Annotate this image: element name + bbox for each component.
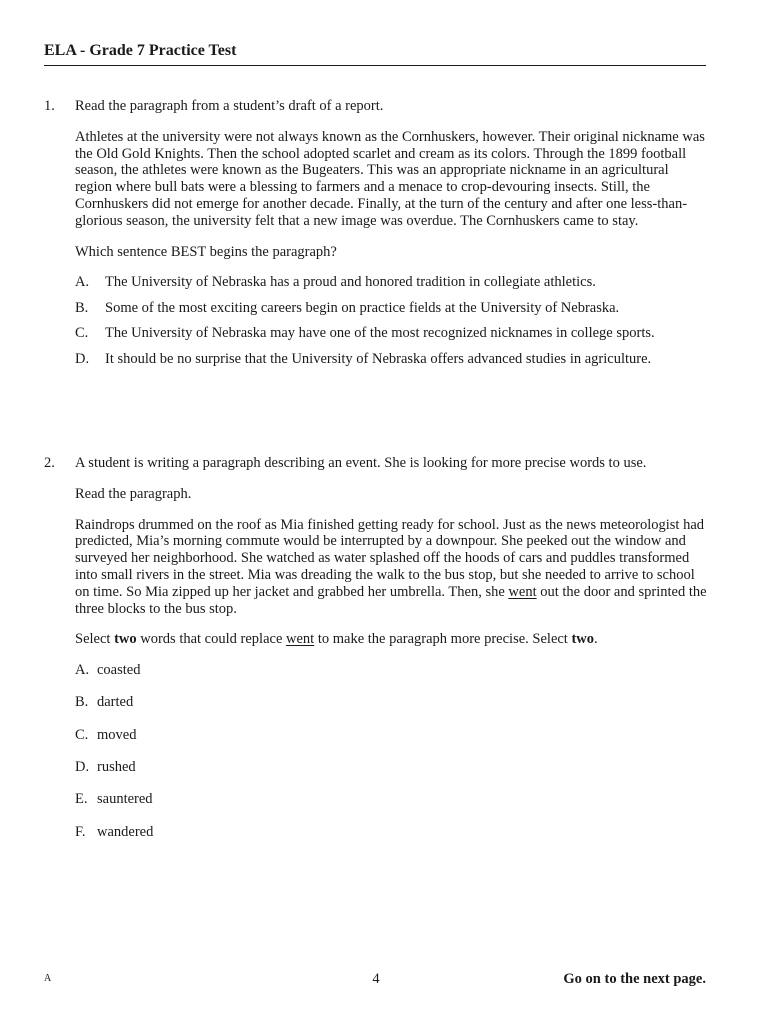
question-number: 1. xyxy=(44,98,55,114)
underlined-word: went xyxy=(508,583,537,600)
option-text: Some of the most exciting careers begin on practice fields at the University of Nebraska. xyxy=(105,299,620,316)
page-title: ELA - Grade 7 Practice Test xyxy=(44,42,706,66)
underlined-word: went xyxy=(286,631,315,648)
question-2 xyxy=(44,455,708,856)
option-letter: A. xyxy=(75,274,90,291)
option-text: The University of Nebraska has a proud and honored tradition in collegiate athletics. xyxy=(105,274,596,291)
answer-option-a[interactable] xyxy=(75,662,708,694)
answer-option-b[interactable] xyxy=(75,694,708,726)
option-text: sauntered xyxy=(97,791,153,808)
answer-option-f[interactable] xyxy=(75,824,708,856)
option-letter: D. xyxy=(75,350,90,367)
question-prompt: Which sentence BEST begins the paragraph? xyxy=(75,243,337,260)
next-page-note: Go on to the next page. xyxy=(563,971,706,987)
option-text: wandered xyxy=(97,823,154,840)
option-text: The University of Nebraska may have one of the most recognized nicknames in college sports. xyxy=(105,325,655,342)
question-stem: Read the paragraph from a student’s draft of a report. xyxy=(75,98,384,114)
passage: Raindrops drummed on the roof as Mia finished getting ready for school. Just as the news meteorologist had predicted, Mia’s morning commute would be interrupted by a downpour. She peeked out the window and surveyed her neighborhood. She watched as water splashed off the hoods of cars and puddles transformed into small rivers in the street. Mia was dreading the walk to the bus stop, but she needed to arrive to school on time. So Mia zipped up her jacket and grabbed her umbrella. Then, she went out the door and sprinted the three blocks to the bus stop. xyxy=(75,516,707,617)
question-stem: A student is writing a paragraph describing an event. She is looking for more precise words to use. xyxy=(75,455,647,471)
option-letter: E. xyxy=(75,791,88,808)
option-letter: B. xyxy=(75,299,89,316)
question-1 xyxy=(44,98,708,376)
page-number: 4 xyxy=(372,971,380,987)
option-letter: C. xyxy=(75,325,89,342)
option-text: rushed xyxy=(97,759,136,776)
answer-options xyxy=(75,274,708,367)
answer-option-b[interactable] xyxy=(75,300,708,317)
option-letter: F. xyxy=(75,823,86,840)
question-prompt: Select two words that could replace went to make the paragraph more precise. Select two. xyxy=(75,631,598,648)
option-text: It should be no surprise that the University of Nebraska offers advanced studies in agriculture. xyxy=(105,350,652,367)
question-number: 2. xyxy=(44,455,55,471)
option-text: darted xyxy=(97,694,134,711)
answer-options xyxy=(75,662,708,856)
option-letter: A. xyxy=(75,662,90,679)
footer-form-letter: A xyxy=(44,973,52,984)
option-letter: C. xyxy=(75,726,89,743)
option-letter: D. xyxy=(75,759,90,776)
answer-option-d[interactable] xyxy=(75,351,708,368)
option-text: coasted xyxy=(97,662,141,679)
passage: Athletes at the university were not always known as the Cornhuskers, however. Their original nickname was the Old Gold Knights. Then the school adopted scarlet and cream as its colors. Through the 1899 football season, the athletes were known as the Bugeaters. This was an appropriate nickname in an agricultural region where bull bats were a blessing to farmers and a menace to crop-devouring insects. Still, the Cornhuskers did not emerge for another decade. Finally, at the turn of the century and after one less-than-glorious season, the university felt that a new image was overdue. The Cornhuskers came to stay. xyxy=(75,128,705,229)
passage-intro: Read the paragraph. xyxy=(75,485,192,502)
answer-option-c[interactable] xyxy=(75,325,708,342)
option-text: moved xyxy=(97,726,137,743)
answer-option-a[interactable] xyxy=(75,274,708,291)
answer-option-e[interactable] xyxy=(75,791,708,823)
answer-option-c[interactable] xyxy=(75,727,708,759)
option-letter: B. xyxy=(75,694,89,711)
answer-option-d[interactable] xyxy=(75,759,708,791)
